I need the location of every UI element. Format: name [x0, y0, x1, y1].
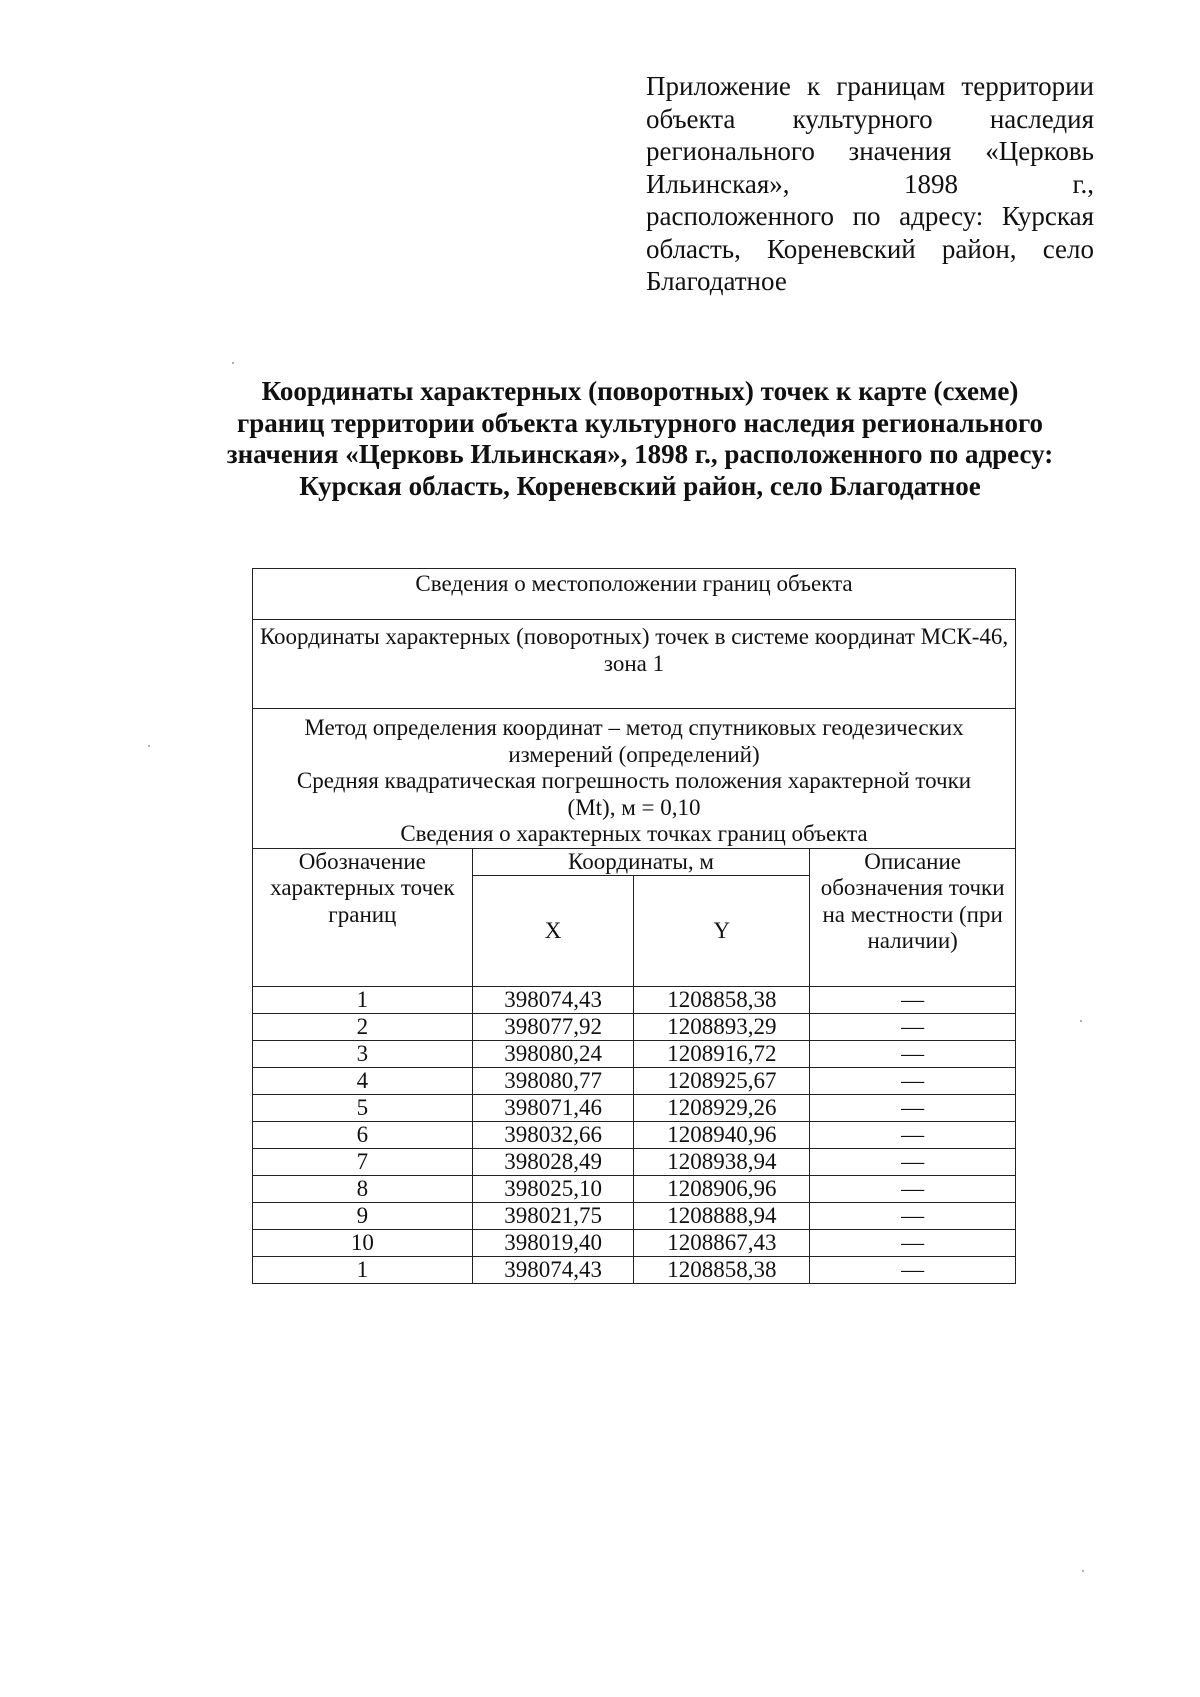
cell-x: 398025,10	[472, 1176, 634, 1203]
cell-point: 6	[253, 1122, 473, 1149]
cell-y: 1208906,96	[634, 1176, 810, 1203]
column-header-x: X	[472, 876, 634, 987]
cell-x: 398074,43	[472, 1257, 634, 1284]
cell-y: 1208858,38	[634, 1257, 810, 1284]
annex-line: расположенного по адресу: Курская	[646, 201, 1094, 231]
cell-point: 4	[253, 1068, 473, 1095]
table-row	[253, 1068, 1016, 1095]
cell-point: 7	[253, 1149, 473, 1176]
cell-x: 398071,46	[472, 1095, 634, 1122]
cell-point: 1	[253, 1257, 473, 1284]
column-header-point: Обозначение характерных точек границ	[253, 848, 473, 987]
cell-y: 1208925,67	[634, 1068, 810, 1095]
cell-point: 2	[253, 1014, 473, 1041]
table-row	[253, 987, 1016, 1014]
scan-speck	[232, 362, 234, 364]
cell-description: —	[810, 1230, 1016, 1257]
scan-speck	[1080, 1020, 1082, 1022]
cell-description: —	[810, 987, 1016, 1014]
annex-line: регионального значения «Церковь	[646, 136, 1094, 166]
coordinate-system: Координаты характерных (поворотных) точек в системе координат МСК-46, зона 1	[253, 620, 1016, 709]
cell-x: 398021,75	[472, 1203, 634, 1230]
annex-line: Приложение к границам территории	[646, 71, 1094, 101]
title-line: Курская область, Кореневский район, село Благодатное	[299, 470, 981, 501]
cell-description: —	[810, 1122, 1016, 1149]
coordinates-table	[252, 568, 1016, 1284]
method-line: Метод определения координат – метод спутниковых геодезических	[304, 715, 964, 740]
cell-x: 398080,24	[472, 1041, 634, 1068]
cell-point: 9	[253, 1203, 473, 1230]
cell-description: —	[810, 1014, 1016, 1041]
cell-y: 1208893,29	[634, 1014, 810, 1041]
cell-description: —	[810, 1176, 1016, 1203]
cell-point: 8	[253, 1176, 473, 1203]
column-header-y: Y	[634, 876, 810, 987]
document-title	[160, 376, 1120, 502]
cell-y: 1208938,94	[634, 1149, 810, 1176]
cell-y: 1208916,72	[634, 1041, 810, 1068]
scan-speck	[148, 745, 150, 747]
annex-line: объекта культурного наследия	[646, 103, 1094, 134]
column-header-coordinates: Координаты, м	[472, 848, 810, 876]
table-row	[253, 1176, 1016, 1203]
cell-point: 3	[253, 1041, 473, 1068]
table-row	[253, 1041, 1016, 1068]
table-row	[253, 1203, 1016, 1230]
cell-y: 1208858,38	[634, 987, 810, 1014]
table-row	[253, 1014, 1016, 1041]
cell-x: 398019,40	[472, 1230, 634, 1257]
title-line: границ территории объекта культурного наследия регионального	[236, 407, 1044, 438]
table-row	[253, 1149, 1016, 1176]
scan-speck	[1082, 1570, 1084, 1572]
cell-y: 1208940,96	[634, 1122, 810, 1149]
table-row	[253, 1122, 1016, 1149]
title-line: Координаты характерных (поворотных) точек к карте (схеме)	[261, 376, 1019, 406]
title-line: значения «Церковь Ильинская», 1898 г., расположенного по адресу:	[226, 439, 1054, 469]
annex-note	[646, 70, 1094, 298]
annex-line: Благодатное	[646, 266, 787, 296]
method-line: Сведения о характерных точках границ объекта	[400, 821, 868, 846]
cell-x: 398077,92	[472, 1014, 634, 1041]
cell-description: —	[810, 1095, 1016, 1122]
annex-line: Ильинская», 1898 г.,	[646, 168, 1094, 199]
cell-point: 1	[253, 987, 473, 1014]
table-row	[253, 1257, 1016, 1284]
method-line: (Mt), м = 0,10	[567, 794, 701, 820]
cell-x: 398028,49	[472, 1149, 634, 1176]
cell-description: —	[810, 1257, 1016, 1284]
cell-point: 5	[253, 1095, 473, 1122]
cell-point: 10	[253, 1230, 473, 1257]
cell-description: —	[810, 1068, 1016, 1095]
method-line: Средняя квадратическая погрешность положения характерной точки	[296, 768, 972, 793]
cell-x: 398074,43	[472, 987, 634, 1014]
column-header-description: Описание обозначения точки на местности (при наличии)	[810, 848, 1016, 987]
section-title: Сведения о местоположении границ объекта	[253, 569, 1016, 620]
table-row	[253, 1095, 1016, 1122]
cell-x: 398080,77	[472, 1068, 634, 1095]
cell-description: —	[810, 1203, 1016, 1230]
table-row	[253, 1230, 1016, 1257]
cell-y: 1208867,43	[634, 1230, 810, 1257]
cell-y: 1208888,94	[634, 1203, 810, 1230]
cell-description: —	[810, 1149, 1016, 1176]
method-block	[253, 709, 1016, 849]
cell-y: 1208929,26	[634, 1095, 810, 1122]
cell-x: 398032,66	[472, 1122, 634, 1149]
method-line: измерений (определений)	[508, 741, 760, 767]
cell-description: —	[810, 1041, 1016, 1068]
annex-line: область, Кореневский район, село	[646, 233, 1094, 264]
